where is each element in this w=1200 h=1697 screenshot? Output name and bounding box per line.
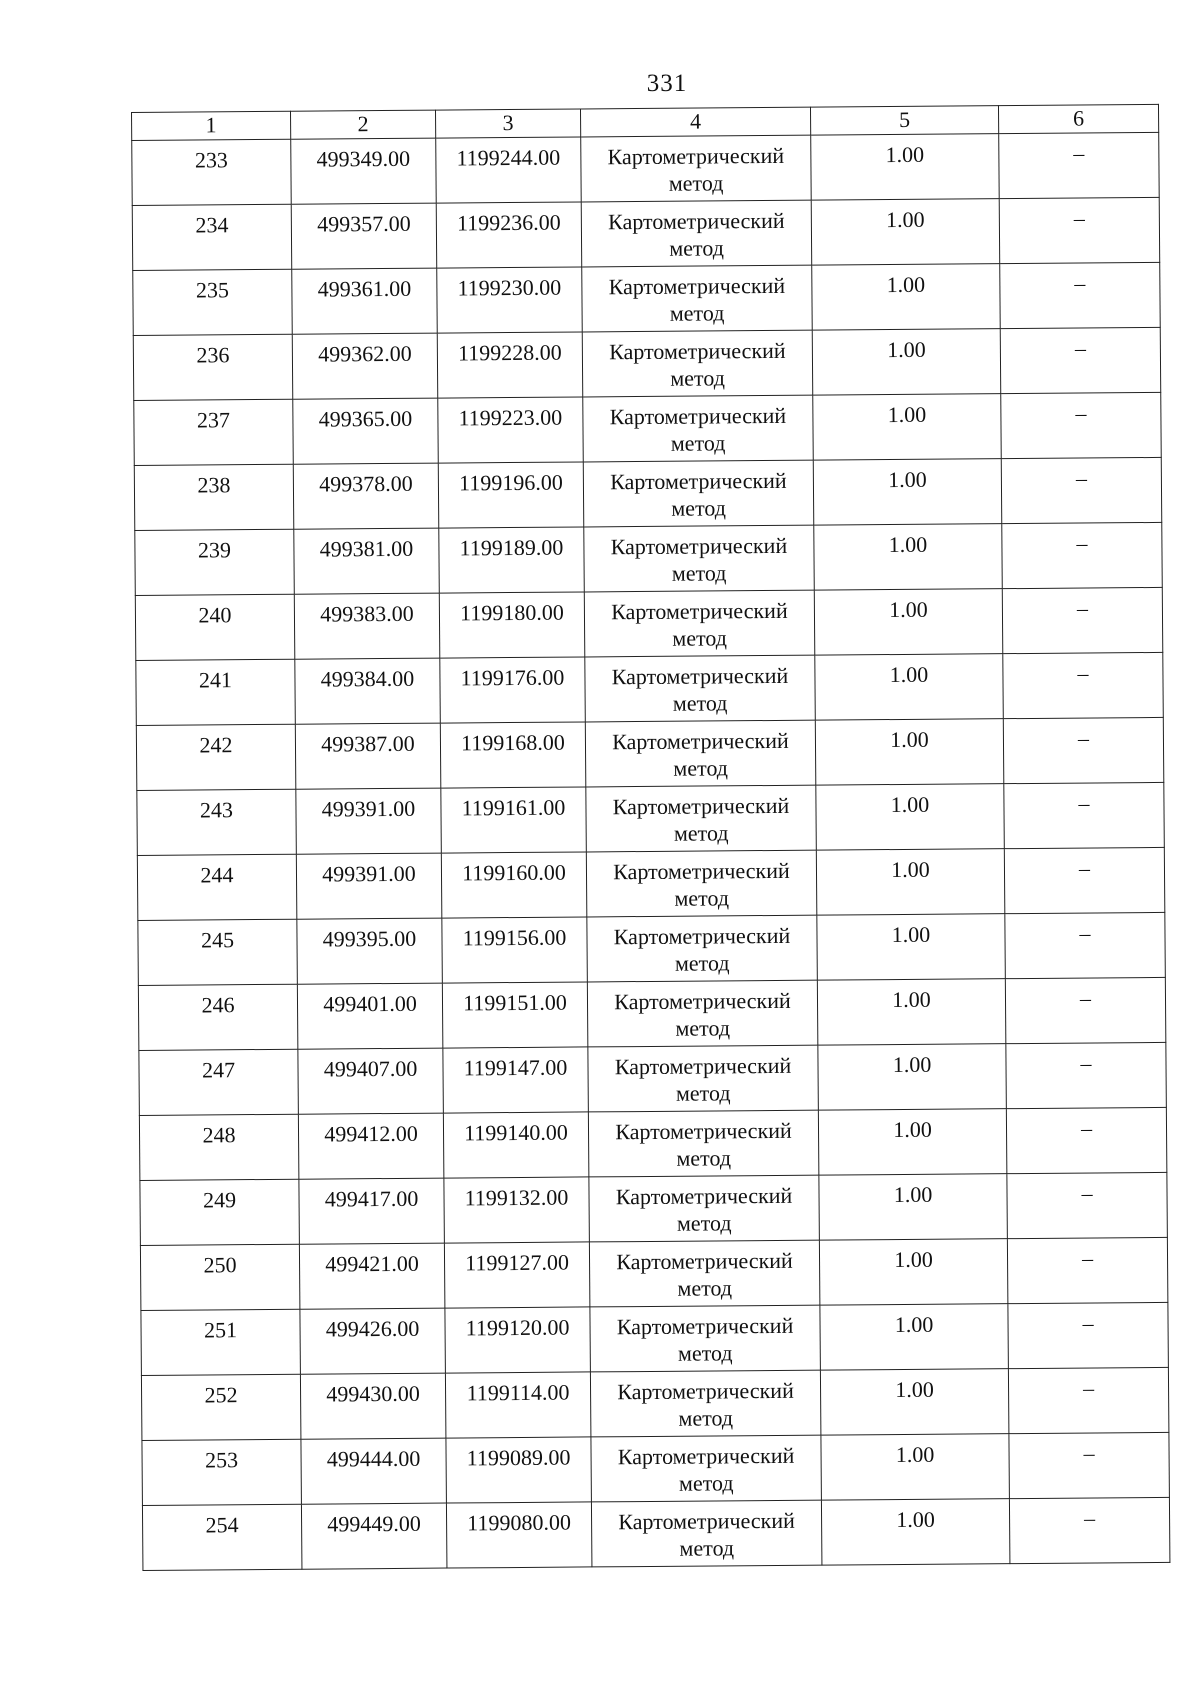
table-row: [132, 132, 1159, 205]
x-coordinate-cell: 499391.00: [296, 788, 442, 854]
method-line-2: метод: [676, 1145, 732, 1171]
y-coordinate-cell: 1199160.00: [441, 852, 587, 918]
x-coordinate-cell: 499444.00: [301, 1438, 447, 1504]
method-line-1: Картометрический: [615, 1117, 792, 1145]
method-line-1: Картометрический: [612, 792, 790, 820]
method-line-1: Картометрический: [614, 1052, 792, 1080]
table-row: [140, 1172, 1167, 1245]
note-cell: –: [999, 197, 1160, 263]
accuracy-cell: 1.00: [815, 719, 1004, 785]
point-number-cell: 237: [134, 399, 294, 465]
note-cell: –: [999, 132, 1160, 198]
table-row: [141, 1367, 1168, 1440]
accuracy-cell: 1.00: [814, 589, 1003, 655]
point-number-cell: 252: [141, 1374, 301, 1440]
table-row: [137, 782, 1164, 855]
y-coordinate-cell: 1199230.00: [437, 267, 583, 333]
note-cell: –: [1008, 1367, 1169, 1433]
table-row: [142, 1432, 1169, 1505]
note-cell: –: [1007, 1237, 1168, 1303]
y-coordinate-cell: 1199114.00: [445, 1372, 591, 1438]
method-cell: [588, 1045, 819, 1112]
y-coordinate-cell: 1199228.00: [437, 332, 583, 398]
note-cell: –: [1002, 587, 1163, 653]
accuracy-cell: 1.00: [812, 264, 1001, 330]
y-coordinate-cell: 1199132.00: [444, 1177, 590, 1243]
x-coordinate-cell: 499395.00: [297, 918, 443, 984]
method-line-1: Картометрический: [609, 337, 786, 365]
point-number-cell: 248: [139, 1114, 299, 1180]
x-coordinate-cell: 499387.00: [295, 723, 441, 789]
method-line-1: Картометрический: [615, 1182, 793, 1210]
y-coordinate-cell: 1199196.00: [438, 462, 584, 528]
y-coordinate-cell: 1199244.00: [436, 137, 582, 203]
note-cell: –: [1009, 1432, 1170, 1498]
method-line-2: метод: [678, 1470, 734, 1496]
method-cell: [584, 590, 815, 657]
point-number-cell: 246: [138, 984, 298, 1050]
accuracy-cell: 1.00: [818, 1109, 1007, 1175]
table-row: [135, 522, 1162, 595]
method-cell: [582, 330, 813, 397]
x-coordinate-cell: 499430.00: [300, 1373, 446, 1439]
accuracy-cell: 1.00: [816, 784, 1005, 850]
method-cell: [587, 980, 818, 1047]
point-number-cell: 244: [137, 854, 297, 920]
table-row: [140, 1237, 1167, 1310]
accuracy-cell: 1.00: [821, 1499, 1010, 1565]
method-line-2: метод: [675, 1080, 731, 1106]
point-number-cell: 239: [135, 529, 295, 595]
method-line-2: метод: [670, 365, 725, 391]
x-coordinate-cell: 499365.00: [293, 398, 439, 464]
method-line-1: Картометрический: [611, 662, 789, 690]
method-cell: [591, 1500, 822, 1567]
y-coordinate-cell: 1199161.00: [441, 787, 587, 853]
coordinates-table: [131, 104, 1170, 1571]
note-cell: –: [1009, 1497, 1170, 1563]
y-coordinate-cell: 1199140.00: [443, 1112, 589, 1178]
method-cell: [590, 1370, 821, 1437]
note-cell: –: [1001, 392, 1162, 458]
accuracy-cell: 1.00: [819, 1239, 1008, 1305]
point-number-cell: 251: [141, 1309, 301, 1375]
method-cell: [586, 850, 817, 917]
point-number-cell: 245: [138, 919, 298, 985]
column-header-2: 2: [290, 110, 435, 139]
x-coordinate-cell: 499381.00: [294, 528, 440, 594]
note-cell: –: [1001, 457, 1162, 523]
method-cell: [590, 1305, 821, 1372]
method-line-1: Картометрический: [609, 402, 787, 430]
x-coordinate-cell: 499417.00: [299, 1178, 445, 1244]
note-cell: –: [1003, 717, 1164, 783]
method-line-2: метод: [671, 560, 727, 586]
note-cell: –: [1006, 1107, 1167, 1173]
note-cell: –: [1000, 262, 1161, 328]
method-line-1: Картометрический: [610, 532, 788, 560]
point-number-cell: 233: [132, 139, 292, 205]
x-coordinate-cell: 499384.00: [295, 658, 441, 724]
method-line-2: метод: [674, 885, 730, 911]
x-coordinate-cell: 499378.00: [293, 463, 439, 529]
table-row: [134, 392, 1161, 465]
table-row: [139, 1042, 1166, 1115]
column-header-5: 5: [810, 106, 998, 135]
x-coordinate-cell: 499361.00: [292, 268, 438, 334]
note-cell: –: [1006, 1042, 1167, 1108]
table-row: [142, 1497, 1169, 1570]
method-line-1: Картометрический: [610, 467, 787, 495]
method-cell: [584, 525, 815, 592]
point-number-cell: 235: [133, 269, 293, 335]
table-row: [139, 1107, 1166, 1180]
method-cell: [587, 915, 818, 982]
accuracy-cell: 1.00: [814, 524, 1003, 590]
x-coordinate-cell: 499357.00: [291, 203, 437, 269]
y-coordinate-cell: 1199168.00: [440, 722, 586, 788]
method-line-2: метод: [677, 1275, 733, 1301]
table-row: [138, 977, 1165, 1050]
table-row: [141, 1302, 1168, 1375]
method-line-2: метод: [675, 1015, 731, 1041]
method-line-2: метод: [671, 495, 727, 521]
column-header-6: 6: [998, 104, 1158, 133]
x-coordinate-cell: 499383.00: [294, 593, 440, 659]
x-coordinate-cell: 499349.00: [291, 138, 437, 204]
note-cell: –: [1007, 1172, 1168, 1238]
y-coordinate-cell: 1199147.00: [443, 1047, 589, 1113]
method-line-2: метод: [678, 1405, 734, 1431]
point-number-cell: 241: [136, 659, 296, 725]
table-row: [138, 912, 1165, 985]
method-line-1: Картометрический: [617, 1442, 795, 1470]
method-line-2: метод: [673, 755, 729, 781]
table-row: [135, 587, 1162, 660]
method-line-1: Картометрический: [611, 597, 788, 625]
note-cell: –: [1005, 912, 1166, 978]
page-number: 331: [646, 70, 688, 97]
method-cell: [585, 655, 816, 722]
method-line-1: Картометрический: [616, 1312, 794, 1340]
x-coordinate-cell: 499426.00: [300, 1308, 446, 1374]
point-number-cell: 250: [140, 1244, 300, 1310]
accuracy-cell: 1.00: [818, 1044, 1007, 1110]
accuracy-cell: 1.00: [819, 1174, 1008, 1240]
y-coordinate-cell: 1199151.00: [442, 982, 588, 1048]
point-number-cell: 236: [133, 334, 293, 400]
y-coordinate-cell: 1199156.00: [442, 917, 588, 983]
y-coordinate-cell: 1199189.00: [439, 527, 585, 593]
accuracy-cell: 1.00: [812, 329, 1001, 395]
accuracy-cell: 1.00: [815, 654, 1004, 720]
x-coordinate-cell: 499391.00: [296, 853, 442, 919]
method-line-1: Картометрический: [607, 142, 785, 170]
method-cell: [589, 1175, 820, 1242]
point-number-cell: 234: [132, 204, 292, 270]
column-header-4: 4: [580, 107, 810, 137]
method-line-2: метод: [677, 1340, 733, 1366]
method-line-1: Картометрический: [617, 1377, 794, 1405]
note-cell: –: [1000, 327, 1161, 393]
x-coordinate-cell: 499407.00: [298, 1048, 444, 1114]
method-cell: [583, 395, 814, 462]
column-header-1: 1: [132, 111, 291, 140]
method-line-2: метод: [676, 1210, 732, 1236]
method-line-1: Картометрический: [612, 727, 789, 755]
point-number-cell: 249: [140, 1179, 300, 1245]
method-line-2: метод: [670, 430, 726, 456]
point-number-cell: 247: [139, 1049, 299, 1115]
method-line-1: Картометрический: [613, 922, 791, 950]
note-cell: –: [1008, 1302, 1169, 1368]
table-row: [136, 652, 1163, 725]
accuracy-cell: 1.00: [813, 459, 1002, 525]
method-cell: [581, 135, 812, 202]
method-line-2: метод: [672, 690, 728, 716]
accuracy-cell: 1.00: [813, 394, 1002, 460]
method-line-1: Картометрический: [613, 857, 790, 885]
y-coordinate-cell: 1199080.00: [446, 1502, 592, 1568]
y-coordinate-cell: 1199089.00: [446, 1437, 592, 1503]
note-cell: –: [1004, 847, 1165, 913]
method-cell: [589, 1240, 820, 1307]
y-coordinate-cell: 1199127.00: [444, 1242, 590, 1308]
method-line-2: метод: [672, 625, 728, 651]
method-line-2: метод: [679, 1535, 735, 1561]
y-coordinate-cell: 1199223.00: [438, 397, 584, 463]
method-cell: [586, 785, 817, 852]
method-line-2: метод: [674, 950, 730, 976]
method-line-2: метод: [673, 820, 729, 846]
point-number-cell: 238: [134, 464, 294, 530]
accuracy-cell: 1.00: [817, 914, 1006, 980]
table-row: [136, 717, 1163, 790]
note-cell: –: [1003, 652, 1164, 718]
accuracy-cell: 1.00: [811, 199, 1000, 265]
point-number-cell: 243: [137, 789, 297, 855]
accuracy-cell: 1.00: [820, 1304, 1009, 1370]
method-cell: [583, 460, 814, 527]
accuracy-cell: 1.00: [817, 979, 1006, 1045]
x-coordinate-cell: 499362.00: [292, 333, 438, 399]
method-line-2: метод: [669, 235, 724, 261]
method-cell: [588, 1110, 819, 1177]
accuracy-cell: 1.00: [821, 1434, 1010, 1500]
accuracy-cell: 1.00: [811, 134, 1000, 200]
method-line-1: Картометрический: [608, 207, 785, 235]
y-coordinate-cell: 1199180.00: [439, 592, 585, 658]
method-cell: [582, 265, 813, 332]
method-line-1: Картометрический: [608, 272, 786, 300]
note-cell: –: [1002, 522, 1163, 588]
method-line-2: метод: [668, 170, 724, 196]
point-number-cell: 253: [142, 1439, 302, 1505]
method-line-1: Картометрический: [614, 987, 791, 1015]
table-row: [133, 327, 1160, 400]
table-row: [137, 847, 1164, 920]
table-row: [133, 262, 1160, 335]
x-coordinate-cell: 499421.00: [299, 1243, 445, 1309]
note-cell: –: [1004, 782, 1165, 848]
method-line-2: метод: [669, 300, 725, 326]
y-coordinate-cell: 1199176.00: [440, 657, 586, 723]
method-cell: [585, 720, 816, 787]
table-row: [134, 457, 1161, 530]
table-body: [132, 132, 1170, 1570]
method-line-1: Картометрический: [618, 1507, 795, 1535]
table-row: [132, 197, 1159, 270]
method-cell: [591, 1435, 822, 1502]
x-coordinate-cell: 499401.00: [297, 983, 443, 1049]
y-coordinate-cell: 1199120.00: [445, 1307, 591, 1373]
accuracy-cell: 1.00: [816, 849, 1005, 915]
method-cell: [581, 200, 812, 267]
note-cell: –: [1005, 977, 1166, 1043]
x-coordinate-cell: 499412.00: [298, 1113, 444, 1179]
point-number-cell: 242: [136, 724, 296, 790]
y-coordinate-cell: 1199236.00: [436, 202, 582, 268]
method-line-1: Картометрический: [616, 1247, 793, 1275]
point-number-cell: 240: [135, 594, 295, 660]
accuracy-cell: 1.00: [820, 1369, 1009, 1435]
x-coordinate-cell: 499449.00: [301, 1503, 447, 1569]
point-number-cell: 254: [142, 1504, 302, 1570]
column-header-3: 3: [435, 109, 580, 138]
